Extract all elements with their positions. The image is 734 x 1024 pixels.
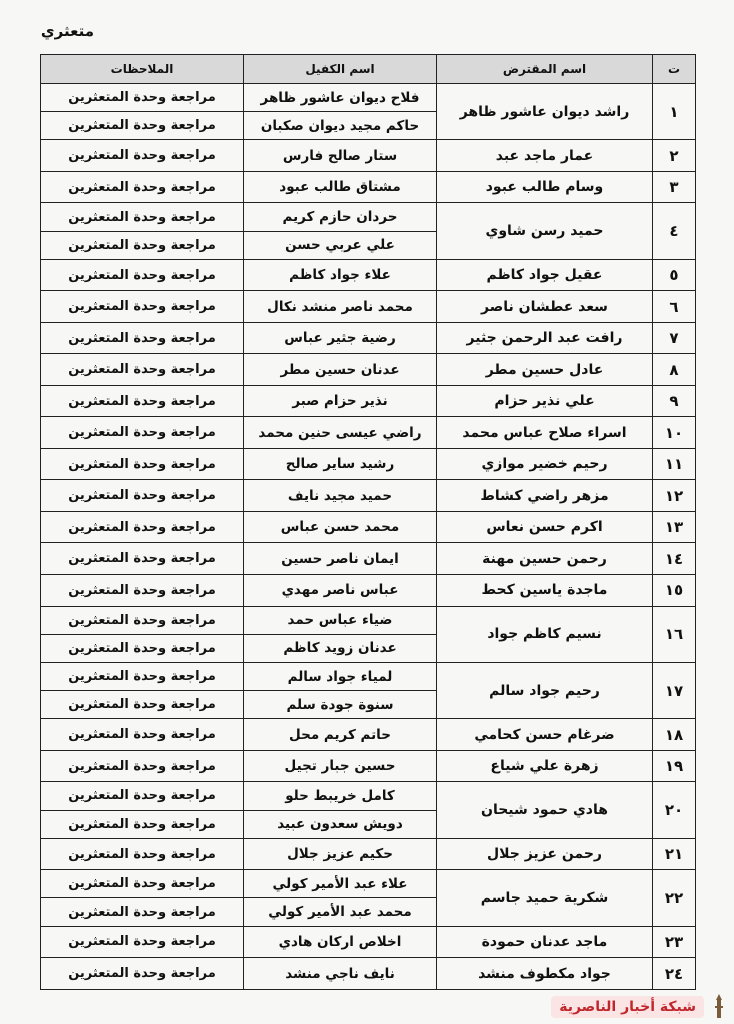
header-notes: الملاحظات xyxy=(41,55,244,84)
minaret-icon xyxy=(710,994,728,1020)
note-cell: مراجعة وحدة المتعثرين xyxy=(41,810,244,838)
guarantor-name: كامل خريبط حلو xyxy=(244,782,437,810)
borrower-name: شكرية حميد جاسم xyxy=(437,870,653,926)
borrower-name: رافت عبد الرحمن جثير xyxy=(437,322,653,354)
table-row xyxy=(41,511,696,543)
borrower-name: نسيم كاظم جواد xyxy=(437,606,653,662)
table-row xyxy=(41,291,696,323)
guarantor-name: حسين جبار تجيل xyxy=(244,750,437,782)
borrower-name: رحيم خضير موازي xyxy=(437,448,653,480)
row-number: ٧ xyxy=(653,322,696,354)
table-row xyxy=(41,140,696,172)
guarantor-name: مشتاق طالب عبود xyxy=(244,171,437,203)
guarantor-name: عدنان حسين مطر xyxy=(244,354,437,386)
guarantor-name: علاء عبد الأمير كولي xyxy=(244,870,437,898)
borrower-name: زهرة علي شياع xyxy=(437,750,653,782)
watermark xyxy=(551,994,728,1020)
note-cell: مراجعة وحدة المتعثرين xyxy=(41,958,244,990)
row-number: ١٣ xyxy=(653,511,696,543)
row-number: ٢٣ xyxy=(653,926,696,958)
row-number: ٢ xyxy=(653,140,696,172)
table-row xyxy=(41,448,696,480)
note-cell: مراجعة وحدة المتعثرين xyxy=(41,543,244,575)
borrower-name: راشد ديوان عاشور ظاهر xyxy=(437,84,653,140)
note-cell: مراجعة وحدة المتعثرين xyxy=(41,511,244,543)
guarantor-name: حميد مجيد نايف xyxy=(244,480,437,512)
note-cell: مراجعة وحدة المتعثرين xyxy=(41,231,244,259)
borrower-name: رحمن عزيز جلال xyxy=(437,838,653,870)
borrower-name: عمار ماجد عبد xyxy=(437,140,653,172)
table-row xyxy=(41,782,696,810)
guarantor-name: اخلاص اركان هادي xyxy=(244,926,437,958)
borrower-name: جواد مكطوف منشد xyxy=(437,958,653,990)
row-number: ٢١ xyxy=(653,838,696,870)
note-cell: مراجعة وحدة المتعثرين xyxy=(41,84,244,112)
guarantor-name: نايف ناجي منشد xyxy=(244,958,437,990)
table-row xyxy=(41,171,696,203)
borrower-name: علي نذير حزام xyxy=(437,385,653,417)
row-number: ١٢ xyxy=(653,480,696,512)
borrower-name: ضرغام حسن كحامي xyxy=(437,719,653,751)
guarantor-name: ضياء عباس حمد xyxy=(244,606,437,634)
row-number: ٢٤ xyxy=(653,958,696,990)
borrower-name: اسراء صلاح عباس محمد xyxy=(437,417,653,449)
note-cell: مراجعة وحدة المتعثرين xyxy=(41,750,244,782)
note-cell: مراجعة وحدة المتعثرين xyxy=(41,480,244,512)
row-number: ١٥ xyxy=(653,575,696,607)
note-cell: مراجعة وحدة المتعثرين xyxy=(41,448,244,480)
row-number: ٢٢ xyxy=(653,870,696,926)
table-header-row xyxy=(41,55,696,84)
guarantor-name: حردان حازم كريم xyxy=(244,203,437,231)
note-cell: مراجعة وحدة المتعثرين xyxy=(41,782,244,810)
guarantor-name: عباس ناصر مهدي xyxy=(244,575,437,607)
guarantor-name: دويش سعدون عبيد xyxy=(244,810,437,838)
header-guarantor: اسم الكفيل xyxy=(244,55,437,84)
row-number: ١٩ xyxy=(653,750,696,782)
table-row xyxy=(41,417,696,449)
guarantor-name: راضي عيسى حنين محمد xyxy=(244,417,437,449)
note-cell: مراجعة وحدة المتعثرين xyxy=(41,203,244,231)
table-row xyxy=(41,575,696,607)
borrower-name: اكرم حسن نعاس xyxy=(437,511,653,543)
guarantor-name: حاتم كريم محل xyxy=(244,719,437,751)
borrower-name: عقيل جواد كاظم xyxy=(437,259,653,291)
note-cell: مراجعة وحدة المتعثرين xyxy=(41,662,244,690)
note-cell: مراجعة وحدة المتعثرين xyxy=(41,575,244,607)
table-row xyxy=(41,958,696,990)
table-row xyxy=(41,838,696,870)
note-cell: مراجعة وحدة المتعثرين xyxy=(41,634,244,662)
guarantor-name: علاء جواد كاظم xyxy=(244,259,437,291)
row-number: ١٧ xyxy=(653,662,696,718)
row-number: ١٦ xyxy=(653,606,696,662)
row-number: ١٨ xyxy=(653,719,696,751)
borrower-name: مزهر راضي كشاط xyxy=(437,480,653,512)
guarantor-name: علي عربي حسن xyxy=(244,231,437,259)
note-cell: مراجعة وحدة المتعثرين xyxy=(41,926,244,958)
watermark-text: شبكة أخبار الناصرية xyxy=(551,996,704,1018)
row-number: ١٠ xyxy=(653,417,696,449)
borrower-name: رحمن حسين مهنة xyxy=(437,543,653,575)
note-cell: مراجعة وحدة المتعثرين xyxy=(41,112,244,140)
guarantor-name: سنوة جودة سلم xyxy=(244,691,437,719)
page-title: متعثري xyxy=(40,22,94,40)
guarantor-name: رضية جثير عباس xyxy=(244,322,437,354)
note-cell: مراجعة وحدة المتعثرين xyxy=(41,691,244,719)
table-body xyxy=(41,84,696,990)
borrower-name: رحيم جواد سالم xyxy=(437,662,653,718)
table-row xyxy=(41,662,696,690)
table-row xyxy=(41,870,696,898)
defaulters-table xyxy=(40,54,696,990)
table-row xyxy=(41,750,696,782)
header-num: ت xyxy=(653,55,696,84)
note-cell: مراجعة وحدة المتعثرين xyxy=(41,140,244,172)
row-number: ١٤ xyxy=(653,543,696,575)
guarantor-name: ايمان ناصر حسين xyxy=(244,543,437,575)
guarantor-name: محمد حسن عباس xyxy=(244,511,437,543)
row-number: ١١ xyxy=(653,448,696,480)
row-number: ٥ xyxy=(653,259,696,291)
borrower-name: ماجدة ياسين كحط xyxy=(437,575,653,607)
guarantor-name: محمد عبد الأمير كولي xyxy=(244,898,437,926)
note-cell: مراجعة وحدة المتعثرين xyxy=(41,417,244,449)
note-cell: مراجعة وحدة المتعثرين xyxy=(41,898,244,926)
guarantor-name: عدنان زويد كاظم xyxy=(244,634,437,662)
row-number: ١ xyxy=(653,84,696,140)
row-number: ٤ xyxy=(653,203,696,259)
note-cell: مراجعة وحدة المتعثرين xyxy=(41,606,244,634)
guarantor-name: ستار صالح فارس xyxy=(244,140,437,172)
table-row xyxy=(41,480,696,512)
row-number: ٨ xyxy=(653,354,696,386)
table-row xyxy=(41,354,696,386)
table-row xyxy=(41,543,696,575)
note-cell: مراجعة وحدة المتعثرين xyxy=(41,171,244,203)
borrower-name: وسام طالب عبود xyxy=(437,171,653,203)
guarantor-name: نذير حزام صبر xyxy=(244,385,437,417)
borrower-name: ماجد عدنان حمودة xyxy=(437,926,653,958)
note-cell: مراجعة وحدة المتعثرين xyxy=(41,385,244,417)
note-cell: مراجعة وحدة المتعثرين xyxy=(41,719,244,751)
note-cell: مراجعة وحدة المتعثرين xyxy=(41,291,244,323)
table-row xyxy=(41,926,696,958)
row-number: ٦ xyxy=(653,291,696,323)
header-borrower: اسم المقترض xyxy=(437,55,653,84)
table-row xyxy=(41,84,696,112)
guarantor-name: حاكم مجيد ديوان صكبان xyxy=(244,112,437,140)
borrower-name: حميد رسن شاوي xyxy=(437,203,653,259)
guarantor-name: محمد ناصر منشد نكال xyxy=(244,291,437,323)
table-row xyxy=(41,385,696,417)
note-cell: مراجعة وحدة المتعثرين xyxy=(41,259,244,291)
table-row xyxy=(41,259,696,291)
note-cell: مراجعة وحدة المتعثرين xyxy=(41,870,244,898)
table-row xyxy=(41,606,696,634)
guarantor-name: حكيم عزيز جلال xyxy=(244,838,437,870)
table-row xyxy=(41,203,696,231)
guarantor-name: لمياء جواد سالم xyxy=(244,662,437,690)
borrower-name: هادي حمود شيحان xyxy=(437,782,653,838)
table-row xyxy=(41,322,696,354)
row-number: ٩ xyxy=(653,385,696,417)
note-cell: مراجعة وحدة المتعثرين xyxy=(41,322,244,354)
row-number: ٢٠ xyxy=(653,782,696,838)
note-cell: مراجعة وحدة المتعثرين xyxy=(41,838,244,870)
row-number: ٣ xyxy=(653,171,696,203)
borrower-name: عادل حسين مطر xyxy=(437,354,653,386)
guarantor-name: رشيد ساير صالح xyxy=(244,448,437,480)
borrower-name: سعد عطشان ناصر xyxy=(437,291,653,323)
table-row xyxy=(41,719,696,751)
note-cell: مراجعة وحدة المتعثرين xyxy=(41,354,244,386)
guarantor-name: فلاح ديوان عاشور ظاهر xyxy=(244,84,437,112)
